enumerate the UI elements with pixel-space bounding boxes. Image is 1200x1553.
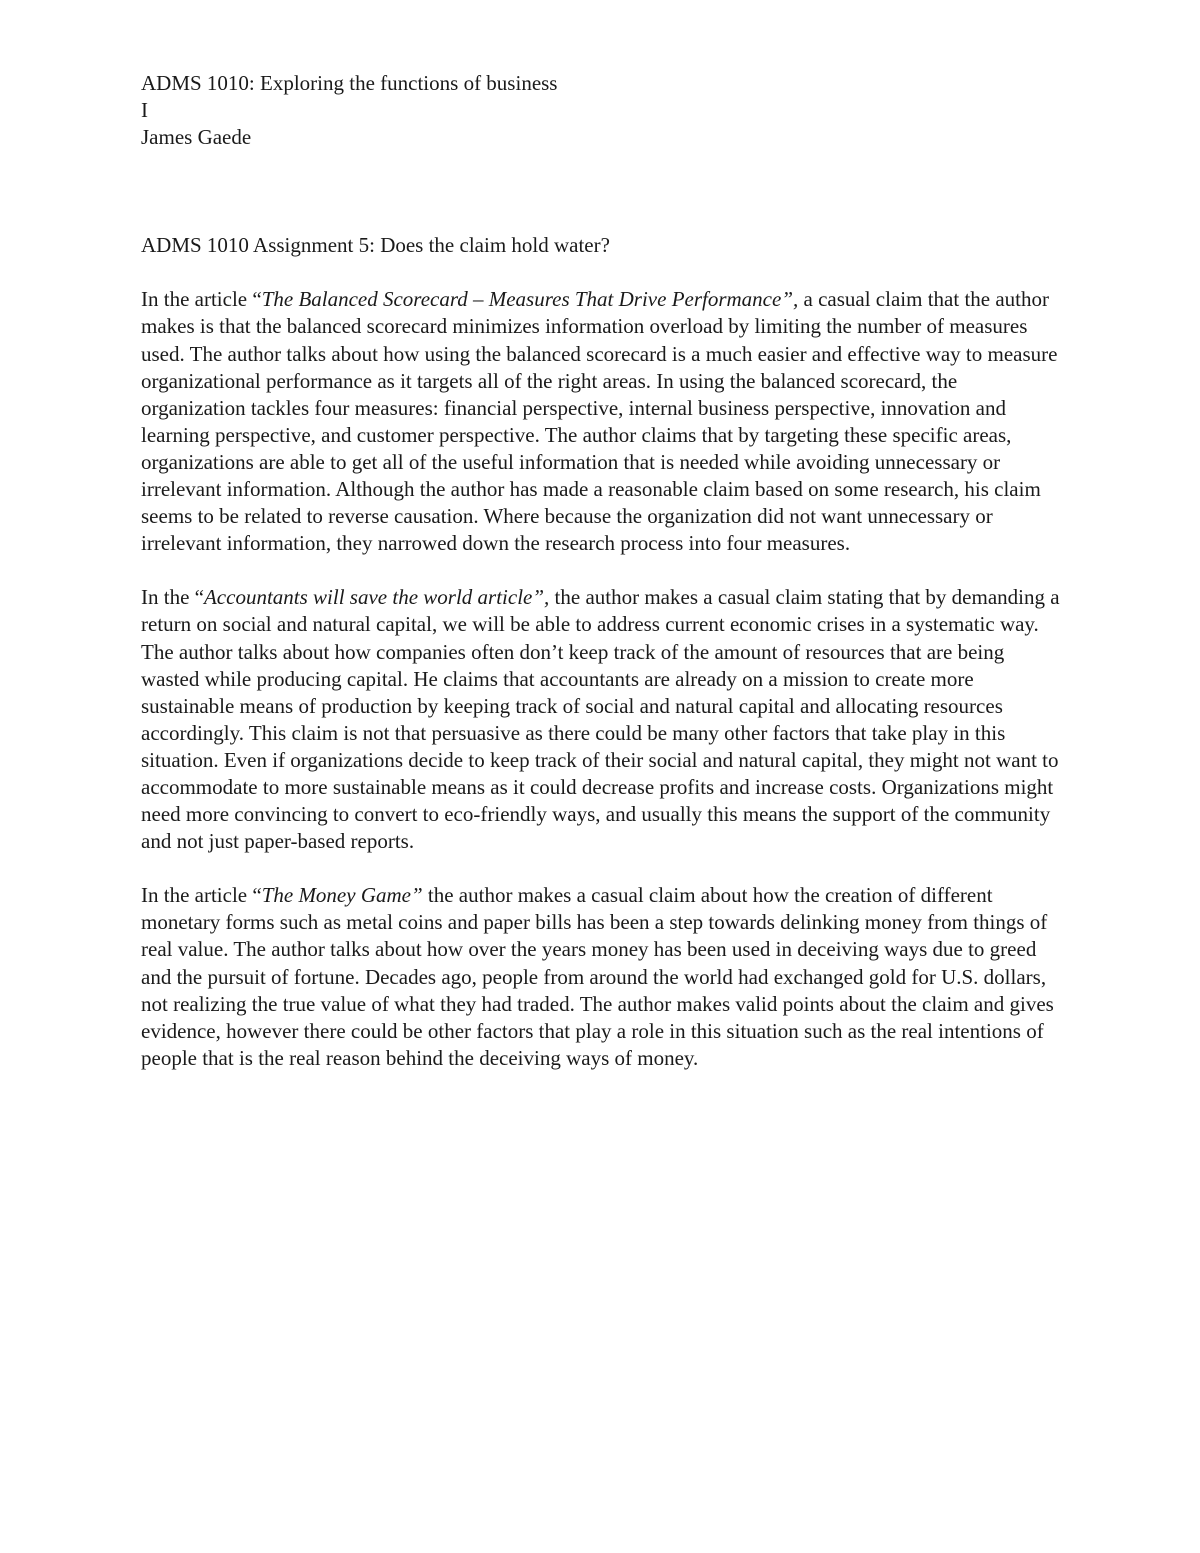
paragraph-body-text: the author makes a casual claim stating that by demanding a return on social and natural capital, we will be able to address current economic crises in a systematic way. The author talks about how companies often don’t keep track of the amount of resources that are being wasted while producing capital. He claims that accountants are already on a mission to create more sustainable means of production by keeping track of social and natural capital and allocating resources accordingly. This claim is not that persuasive as there could be many other factors that take play in this situation. Even if organizations decide to keep track of their social and natural capital, they might not want to accommodate to more sustainable means as it could decrease profits and increase costs. Organizations might need more convincing to convert to eco-friendly ways, and usually this means the support of the community and not just paper-based reports. [141,585,1060,854]
assignment-title: ADMS 1010 Assignment 5: Does the claim hold water? [141,233,610,258]
article-title-italic: The Balanced Scorecard – Measures That Drive Performance”, [261,287,799,312]
document-page [141,70,1066,1072]
article-title-italic: Accountants will save the world article”, [203,585,550,610]
instructor-name: James Gaede [141,125,252,150]
paragraph-body-text: the author makes a casual claim about how the creation of different monetary forms such as metal coins and paper bills has been a step towards delinking money from things of real value. The author talks about how over the years money has been used in deceiving ways due to greed and the pursuit of fortune. Decades ago, people from around the world had exchanged gold for U.S. dollars, not realizing the true value of what they had traded. The author makes valid points about the claim and gives evidence, however there could be other factors that play a role in this situation such as the real intentions of people that is the real reason behind the deceiving ways of money. [141,883,1054,1070]
paragraph-accountants [141,584,1066,855]
course-title: ADMS 1010: Exploring the functions of business [141,71,558,95]
paragraph-body-text: a casual claim that the author makes is that the balanced scorecard minimizes information overload by limiting the number of measures used. The author talks about how using the balanced scorecard is a much easier and effective way to measure organizational performance as it targets all of the right areas. In using the balanced scorecard, the organization tackles four measures: financial perspective, internal business perspective, innovation and learning perspective, and customer perspective. The author claims that by targeting these specific areas, organizations are able to get all of the useful information that is needed while avoiding unnecessary or irrelevant information. Although the author has made a reasonable claim based on some research, his claim seems to be related to reverse causation. Where because the organization did not want unnecessary or irrelevant information, they narrowed down the research process into four measures. [141,287,1058,556]
paragraph-balanced-scorecard [141,286,1066,557]
article-title-italic: The Money Game” [261,883,423,908]
paragraph-lead-text: In the article “ [141,883,262,908]
paragraph-lead-text: In the article “ [141,287,262,312]
paragraph-lead-text: In the “ [141,585,204,610]
course-section: I [141,98,148,123]
paragraph-money-game [141,882,1066,1072]
